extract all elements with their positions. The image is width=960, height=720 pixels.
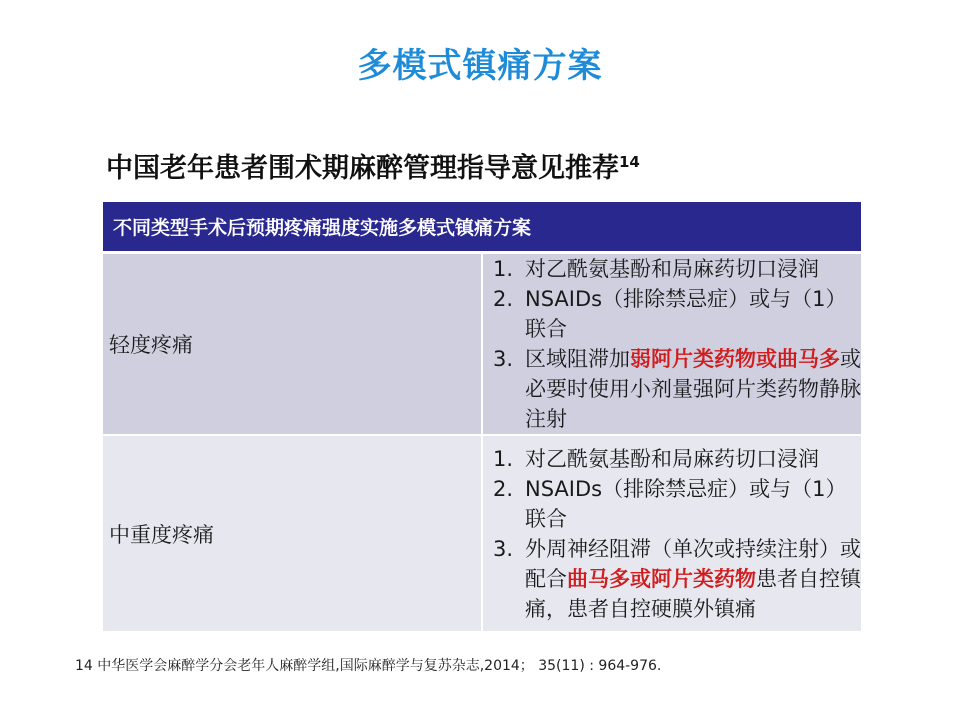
item-text: NSAIDs（排除禁忌症）或与（1）联合 bbox=[525, 287, 847, 341]
list-item bbox=[493, 254, 861, 284]
row-items bbox=[482, 435, 861, 631]
item-highlight: 曲马多或阿片类药物 bbox=[567, 566, 756, 591]
row-category: 中重度疼痛 bbox=[103, 435, 482, 631]
analgesia-table bbox=[103, 202, 861, 631]
item-number: 1. bbox=[493, 257, 514, 281]
item-number: 3. bbox=[493, 536, 514, 561]
item-text: 患者自控镇痛，患者自控硬膜外镇痛 bbox=[525, 566, 861, 621]
item-text: 对乙酰氨基酚和局麻药切口浸润 bbox=[525, 257, 819, 281]
list-item bbox=[493, 534, 861, 624]
row-category: 轻度疼痛 bbox=[103, 253, 482, 436]
list-item bbox=[493, 284, 861, 344]
item-number: 3. bbox=[493, 347, 514, 371]
table-row bbox=[103, 435, 861, 631]
reference-footnote: 14 中华医学会麻醉学分会老年人麻醉学组,国际麻醉学与复苏杂志,2014； 35(11) : 964-976. bbox=[75, 658, 662, 674]
item-text: 区域阻滞加 bbox=[525, 347, 630, 371]
subtitle-reference: 14 bbox=[619, 153, 640, 171]
item-highlight: 弱阿片类药物或曲马多 bbox=[630, 347, 840, 371]
item-number: 1. bbox=[493, 446, 514, 471]
item-text: NSAIDs（排除禁忌症）或与（1）联合 bbox=[525, 476, 847, 531]
item-number: 2. bbox=[493, 287, 514, 311]
item-text: 外周神经阻滞（单次或持续注射）或配合 bbox=[525, 536, 861, 591]
list-item bbox=[493, 444, 861, 474]
row-items bbox=[482, 253, 861, 436]
item-text: 或必要时使用小剂量强阿片类药物静脉注射 bbox=[525, 347, 861, 431]
subtitle-text: 中国老年患者围术期麻醉管理指导意见推荐 bbox=[106, 153, 619, 184]
item-number: 2. bbox=[493, 476, 514, 501]
slide-title: 多模式镇痛方案 bbox=[357, 46, 603, 86]
list-item bbox=[493, 474, 861, 534]
slide-subtitle bbox=[106, 146, 640, 185]
item-text: 对乙酰氨基酚和局麻药切口浸润 bbox=[525, 446, 819, 471]
table-row bbox=[103, 253, 861, 436]
table-header: 不同类型手术后预期疼痛强度实施多模式镇痛方案 bbox=[103, 202, 861, 253]
list-item bbox=[493, 344, 861, 434]
